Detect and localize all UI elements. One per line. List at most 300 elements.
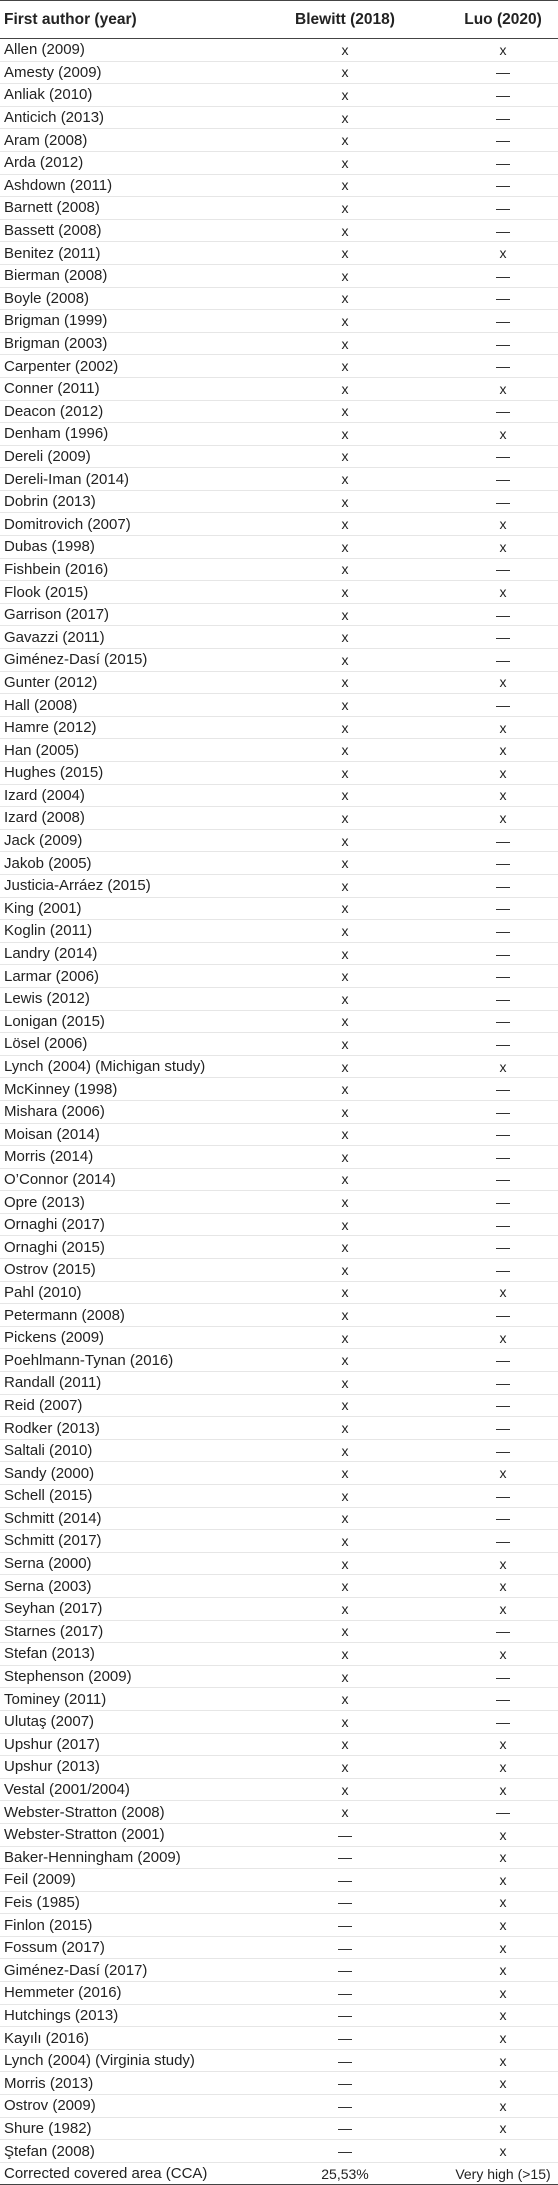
table-row <box>0 1688 558 1711</box>
table-row <box>0 2027 558 2050</box>
cell-first-author: Sandy (2000) <box>0 1462 266 1485</box>
cell-first-author: McKinney (1998) <box>0 1078 266 1101</box>
table-row <box>0 2117 558 2140</box>
cell-first-author: Starnes (2017) <box>0 1620 266 1643</box>
cell-luo: — <box>424 1710 558 1733</box>
cell-luo: x <box>424 807 558 830</box>
table-row <box>0 2140 558 2163</box>
table-row <box>0 1394 558 1417</box>
cell-first-author: Ulutaş (2007) <box>0 1710 266 1733</box>
cell-blewitt: x <box>266 536 424 559</box>
cell-blewitt: — <box>266 1959 424 1982</box>
cell-blewitt: x <box>266 784 424 807</box>
table-row <box>0 1552 558 1575</box>
table-row <box>0 942 558 965</box>
cell-first-author: Schmitt (2017) <box>0 1530 266 1553</box>
cell-blewitt: x <box>266 1643 424 1666</box>
cell-luo: — <box>424 332 558 355</box>
cell-blewitt: x <box>266 852 424 875</box>
cell-luo: x <box>424 1552 558 1575</box>
table-row <box>0 1213 558 1236</box>
cell-luo: — <box>424 1349 558 1372</box>
cell-luo: — <box>424 197 558 220</box>
cell-first-author: Larmar (2006) <box>0 965 266 988</box>
cell-luo: — <box>424 897 558 920</box>
table-row <box>0 1123 558 1146</box>
cell-first-author: Arda (2012) <box>0 151 266 174</box>
cell-first-author: Morris (2014) <box>0 1146 266 1169</box>
cell-first-author: Schmitt (2014) <box>0 1507 266 1530</box>
cell-blewitt: — <box>266 1914 424 1937</box>
cell-first-author: Rodker (2013) <box>0 1417 266 1440</box>
table-row <box>0 1733 558 1756</box>
cell-luo: x <box>424 2140 558 2163</box>
cell-luo: — <box>424 84 558 107</box>
cell-blewitt: x <box>266 1485 424 1508</box>
cell-blewitt: x <box>266 1100 424 1123</box>
cell-first-author: Fossum (2017) <box>0 1936 266 1959</box>
cell-first-author: Izard (2004) <box>0 784 266 807</box>
table-row <box>0 1281 558 1304</box>
cell-luo: x <box>424 1326 558 1349</box>
table-row <box>0 1575 558 1598</box>
cell-first-author: Ştefan (2008) <box>0 2140 266 2163</box>
table-row <box>0 1439 558 1462</box>
cell-first-author: Amesty (2009) <box>0 61 266 84</box>
cell-blewitt: x <box>266 649 424 672</box>
cell-first-author: Bassett (2008) <box>0 219 266 242</box>
cell-first-author: Morris (2013) <box>0 2072 266 2095</box>
cell-blewitt: x <box>266 897 424 920</box>
cell-blewitt: x <box>266 129 424 152</box>
cell-luo: x <box>424 739 558 762</box>
table-row <box>0 1710 558 1733</box>
cell-blewitt: x <box>266 151 424 174</box>
table-row <box>0 2004 558 2027</box>
cell-first-author: Dereli-Iman (2014) <box>0 468 266 491</box>
cell-first-author: Randall (2011) <box>0 1372 266 1395</box>
table-row <box>0 671 558 694</box>
table-row <box>0 445 558 468</box>
cell-first-author: Pickens (2009) <box>0 1326 266 1349</box>
table-row <box>0 287 558 310</box>
cell-luo: x <box>424 1846 558 1869</box>
table-row <box>0 310 558 333</box>
table-body <box>0 39 558 2185</box>
cell-blewitt: x <box>266 920 424 943</box>
cell-first-author: Hutchings (2013) <box>0 2004 266 2027</box>
cell-luo: x <box>424 39 558 62</box>
cell-blewitt: — <box>266 2027 424 2050</box>
cell-first-author: Lewis (2012) <box>0 987 266 1010</box>
cell-blewitt: — <box>266 1869 424 1892</box>
cell-luo: x <box>424 2027 558 2050</box>
table-row <box>0 2095 558 2118</box>
table-row <box>0 716 558 739</box>
header-row <box>0 1 558 39</box>
cell-first-author: Koglin (2011) <box>0 920 266 943</box>
cell-luo: x <box>424 1281 558 1304</box>
cell-luo: x <box>424 1756 558 1779</box>
cell-blewitt: x <box>266 1259 424 1282</box>
cell-blewitt: — <box>266 2072 424 2095</box>
table-row <box>0 1010 558 1033</box>
table-row <box>0 1936 558 1959</box>
table-row <box>0 762 558 785</box>
cell-first-author: Seyhan (2017) <box>0 1597 266 1620</box>
cell-first-author: Serna (2000) <box>0 1552 266 1575</box>
cell-blewitt: x <box>266 242 424 265</box>
cell-luo: x <box>424 1936 558 1959</box>
cell-first-author: Denham (1996) <box>0 423 266 446</box>
cell-first-author: Hamre (2012) <box>0 716 266 739</box>
cell-blewitt: x <box>266 1033 424 1056</box>
cell-first-author: Ornaghi (2015) <box>0 1236 266 1259</box>
table-row <box>0 197 558 220</box>
cell-blewitt: x <box>266 1552 424 1575</box>
cell-first-author: Finlon (2015) <box>0 1914 266 1937</box>
cell-first-author: Han (2005) <box>0 739 266 762</box>
cell-first-author: Deacon (2012) <box>0 400 266 423</box>
table-row <box>0 513 558 536</box>
cell-first-author: Hall (2008) <box>0 694 266 717</box>
cell-luo: — <box>424 694 558 717</box>
table-row <box>0 490 558 513</box>
cell-luo: — <box>424 603 558 626</box>
cell-first-author: Shure (1982) <box>0 2117 266 2140</box>
cell-first-author: Aram (2008) <box>0 129 266 152</box>
cell-first-author: Dereli (2009) <box>0 445 266 468</box>
table-row <box>0 1507 558 1530</box>
cell-luo: — <box>424 1123 558 1146</box>
cell-blewitt: x <box>266 39 424 62</box>
table-row <box>0 874 558 897</box>
cell-blewitt: x <box>266 1462 424 1485</box>
cell-luo: — <box>424 174 558 197</box>
cell-first-author: Garrison (2017) <box>0 603 266 626</box>
table-row <box>0 1349 558 1372</box>
cell-first-author: Justicia-Arráez (2015) <box>0 874 266 897</box>
table-row <box>0 1326 558 1349</box>
cell-luo: — <box>424 1507 558 1530</box>
cell-luo: — <box>424 1168 558 1191</box>
cell-luo: x <box>424 423 558 446</box>
cell-luo: x <box>424 1597 558 1620</box>
cell-blewitt: — <box>266 2117 424 2140</box>
table-row <box>0 626 558 649</box>
cell-blewitt: x <box>266 84 424 107</box>
cell-first-author: Ostrov (2009) <box>0 2095 266 2118</box>
cell-blewitt: x <box>266 1304 424 1327</box>
cell-luo: x <box>424 1778 558 1801</box>
table-row <box>0 1146 558 1169</box>
cell-first-author: Gavazzi (2011) <box>0 626 266 649</box>
cell-blewitt: x <box>266 1010 424 1033</box>
table-row <box>0 603 558 626</box>
cell-first-author: Pahl (2010) <box>0 1281 266 1304</box>
cell-luo: — <box>424 942 558 965</box>
table-row <box>0 2049 558 2072</box>
table-row <box>0 784 558 807</box>
cell-luo: — <box>424 1417 558 1440</box>
cell-luo: — <box>424 1530 558 1553</box>
cell-first-author: Anliak (2010) <box>0 84 266 107</box>
cell-luo: x <box>424 1982 558 2005</box>
cell-blewitt: x <box>266 1417 424 1440</box>
cell-luo: — <box>424 1372 558 1395</box>
cell-luo: x <box>424 1733 558 1756</box>
cell-first-author: Kayılı (2016) <box>0 2027 266 2050</box>
table-row <box>0 129 558 152</box>
cell-first-author: Reid (2007) <box>0 1394 266 1417</box>
cell-blewitt: x <box>266 287 424 310</box>
cell-blewitt: — <box>266 2049 424 2072</box>
cell-blewitt: x <box>266 1236 424 1259</box>
cell-blewitt: x <box>266 1756 424 1779</box>
cell-luo: — <box>424 400 558 423</box>
cell-first-author: Vestal (2001/2004) <box>0 1778 266 1801</box>
table-row <box>0 897 558 920</box>
cell-luo: x <box>424 1055 558 1078</box>
cell-luo: — <box>424 219 558 242</box>
table-row <box>0 1304 558 1327</box>
cell-first-author: Lonigan (2015) <box>0 1010 266 1033</box>
cell-luo: x <box>424 1823 558 1846</box>
table-row <box>0 1485 558 1508</box>
cell-blewitt: — <box>266 1891 424 1914</box>
table-row <box>0 1891 558 1914</box>
cell-blewitt: x <box>266 965 424 988</box>
cell-first-author: Ashdown (2011) <box>0 174 266 197</box>
cell-luo: — <box>424 1620 558 1643</box>
cell-luo: — <box>424 1394 558 1417</box>
cell-first-author: Lösel (2006) <box>0 1033 266 1056</box>
cell-luo: — <box>424 1304 558 1327</box>
cell-luo: — <box>424 874 558 897</box>
cell-luo: — <box>424 355 558 378</box>
cell-blewitt: x <box>266 490 424 513</box>
cell-luo: — <box>424 1033 558 1056</box>
table-row <box>0 151 558 174</box>
cell-first-author: Serna (2003) <box>0 1575 266 1598</box>
table-row <box>0 1168 558 1191</box>
cell-luo: — <box>424 1485 558 1508</box>
table-row <box>0 1100 558 1123</box>
cell-luo: — <box>424 151 558 174</box>
cell-first-author: Domitrovich (2007) <box>0 513 266 536</box>
cell-luo: x <box>424 2095 558 2118</box>
cell-luo: x <box>424 1891 558 1914</box>
cell-luo: x <box>424 1914 558 1937</box>
cell-luo: — <box>424 965 558 988</box>
cell-blewitt: x <box>266 197 424 220</box>
cell-blewitt: x <box>266 1778 424 1801</box>
cell-blewitt: x <box>266 762 424 785</box>
cell-blewitt: x <box>266 1439 424 1462</box>
table-row <box>0 1914 558 1937</box>
cell-first-author: Brigman (1999) <box>0 310 266 333</box>
cell-luo: x <box>424 784 558 807</box>
cell-luo: x <box>424 2072 558 2095</box>
cell-first-author: Hemmeter (2016) <box>0 1982 266 2005</box>
cell-blewitt: x <box>266 1688 424 1711</box>
cell-luo: x <box>424 2117 558 2140</box>
cell-blewitt: x <box>266 1326 424 1349</box>
cell-luo: x <box>424 1959 558 1982</box>
table-row <box>0 1033 558 1056</box>
cell-blewitt: x <box>266 61 424 84</box>
cell-blewitt: x <box>266 264 424 287</box>
table-row <box>0 807 558 830</box>
cell-luo: — <box>424 1236 558 1259</box>
table-row <box>0 1236 558 1259</box>
table-row <box>0 423 558 446</box>
cell-first-author: Ornaghi (2017) <box>0 1213 266 1236</box>
cell-first-author: Barnett (2008) <box>0 197 266 220</box>
table-row <box>0 1665 558 1688</box>
header-luo: Luo (2020) <box>424 1 558 39</box>
cell-first-author: Petermann (2008) <box>0 1304 266 1327</box>
table-row <box>0 377 558 400</box>
cell-luo: — <box>424 490 558 513</box>
table-header <box>0 1 558 39</box>
cell-blewitt: x <box>266 1597 424 1620</box>
cell-blewitt: — <box>266 1936 424 1959</box>
cell-blewitt: x <box>266 1349 424 1372</box>
cell-first-author: Lynch (2004) (Michigan study) <box>0 1055 266 1078</box>
cell-first-author: Jack (2009) <box>0 829 266 852</box>
cell-first-author: Dobrin (2013) <box>0 490 266 513</box>
table-row <box>0 2072 558 2095</box>
table-row <box>0 694 558 717</box>
cell-blewitt: x <box>266 1575 424 1598</box>
table-row <box>0 61 558 84</box>
cell-blewitt: x <box>266 942 424 965</box>
table-row <box>0 649 558 672</box>
cell-first-author: Gunter (2012) <box>0 671 266 694</box>
cell-luo: — <box>424 1259 558 1282</box>
cell-first-author: Brigman (2003) <box>0 332 266 355</box>
cell-first-author: Mishara (2006) <box>0 1100 266 1123</box>
cell-blewitt: x <box>266 400 424 423</box>
cell-first-author: Schell (2015) <box>0 1485 266 1508</box>
cell-luo: — <box>424 61 558 84</box>
cell-first-author: Feis (1985) <box>0 1891 266 1914</box>
table-row <box>0 39 558 62</box>
cell-blewitt: x <box>266 513 424 536</box>
cell-luo: — <box>424 1213 558 1236</box>
cell-blewitt: x <box>266 1507 424 1530</box>
cell-first-author: Lynch (2004) (Virginia study) <box>0 2049 266 2072</box>
cell-blewitt: x <box>266 423 424 446</box>
cell-first-author: Landry (2014) <box>0 942 266 965</box>
cell-first-author: Fishbein (2016) <box>0 558 266 581</box>
cell-blewitt: x <box>266 106 424 129</box>
cell-first-author: Upshur (2013) <box>0 1756 266 1779</box>
cell-luo: — <box>424 1439 558 1462</box>
table-row <box>0 1597 558 1620</box>
cell-blewitt: x <box>266 445 424 468</box>
cell-blewitt: x <box>266 1710 424 1733</box>
cell-blewitt: x <box>266 694 424 717</box>
cell-blewitt: — <box>266 1846 424 1869</box>
cell-blewitt: x <box>266 1733 424 1756</box>
cell-first-author: King (2001) <box>0 897 266 920</box>
cell-first-author: Corrected covered area (CCA) <box>0 2162 266 2185</box>
table-row <box>0 1801 558 1824</box>
cell-blewitt: x <box>266 1665 424 1688</box>
cell-luo: — <box>424 987 558 1010</box>
cell-first-author: Giménez-Dasí (2017) <box>0 1959 266 1982</box>
cell-luo: x <box>424 716 558 739</box>
table-row <box>0 1372 558 1395</box>
cell-first-author: Feil (2009) <box>0 1869 266 1892</box>
cell-blewitt: x <box>266 1146 424 1169</box>
cell-blewitt: x <box>266 626 424 649</box>
table-row <box>0 242 558 265</box>
cell-luo: — <box>424 1688 558 1711</box>
table-row <box>0 84 558 107</box>
cell-blewitt: x <box>266 1168 424 1191</box>
cell-luo: — <box>424 920 558 943</box>
cell-blewitt: x <box>266 1123 424 1146</box>
cell-first-author: Boyle (2008) <box>0 287 266 310</box>
table-row <box>0 174 558 197</box>
table-row <box>0 1869 558 1892</box>
table-row <box>0 536 558 559</box>
cell-luo: — <box>424 287 558 310</box>
cell-first-author: Tominey (2011) <box>0 1688 266 1711</box>
cell-first-author: Baker-Henningham (2009) <box>0 1846 266 1869</box>
cell-blewitt: x <box>266 558 424 581</box>
cell-first-author: O’Connor (2014) <box>0 1168 266 1191</box>
table-row <box>0 1191 558 1214</box>
table-row <box>0 852 558 875</box>
cell-first-author: Flook (2015) <box>0 581 266 604</box>
table-row <box>0 1259 558 1282</box>
cell-blewitt: x <box>266 603 424 626</box>
cell-luo: — <box>424 1146 558 1169</box>
cell-blewitt: — <box>266 1823 424 1846</box>
cell-blewitt: — <box>266 2004 424 2027</box>
table-row <box>0 400 558 423</box>
table-row <box>0 1778 558 1801</box>
cell-blewitt: x <box>266 1213 424 1236</box>
table-row <box>0 739 558 762</box>
cell-luo: x <box>424 2004 558 2027</box>
cell-first-author: Izard (2008) <box>0 807 266 830</box>
cell-blewitt: x <box>266 1801 424 1824</box>
cell-first-author: Hughes (2015) <box>0 762 266 785</box>
cell-first-author: Anticich (2013) <box>0 106 266 129</box>
cell-luo: — <box>424 1191 558 1214</box>
cell-blewitt: — <box>266 2140 424 2163</box>
table-row <box>0 332 558 355</box>
cell-blewitt: x <box>266 874 424 897</box>
cell-first-author: Webster-Stratton (2008) <box>0 1801 266 1824</box>
table-row <box>0 965 558 988</box>
table-row <box>0 264 558 287</box>
cell-luo: x <box>424 1462 558 1485</box>
cell-first-author: Benitez (2011) <box>0 242 266 265</box>
cell-luo: — <box>424 264 558 287</box>
cell-luo: x <box>424 1869 558 1892</box>
table-row <box>0 1055 558 1078</box>
cell-blewitt: x <box>266 174 424 197</box>
cell-luo: x <box>424 513 558 536</box>
header-blewitt: Blewitt (2018) <box>266 1 424 39</box>
cell-first-author: Moisan (2014) <box>0 1123 266 1146</box>
